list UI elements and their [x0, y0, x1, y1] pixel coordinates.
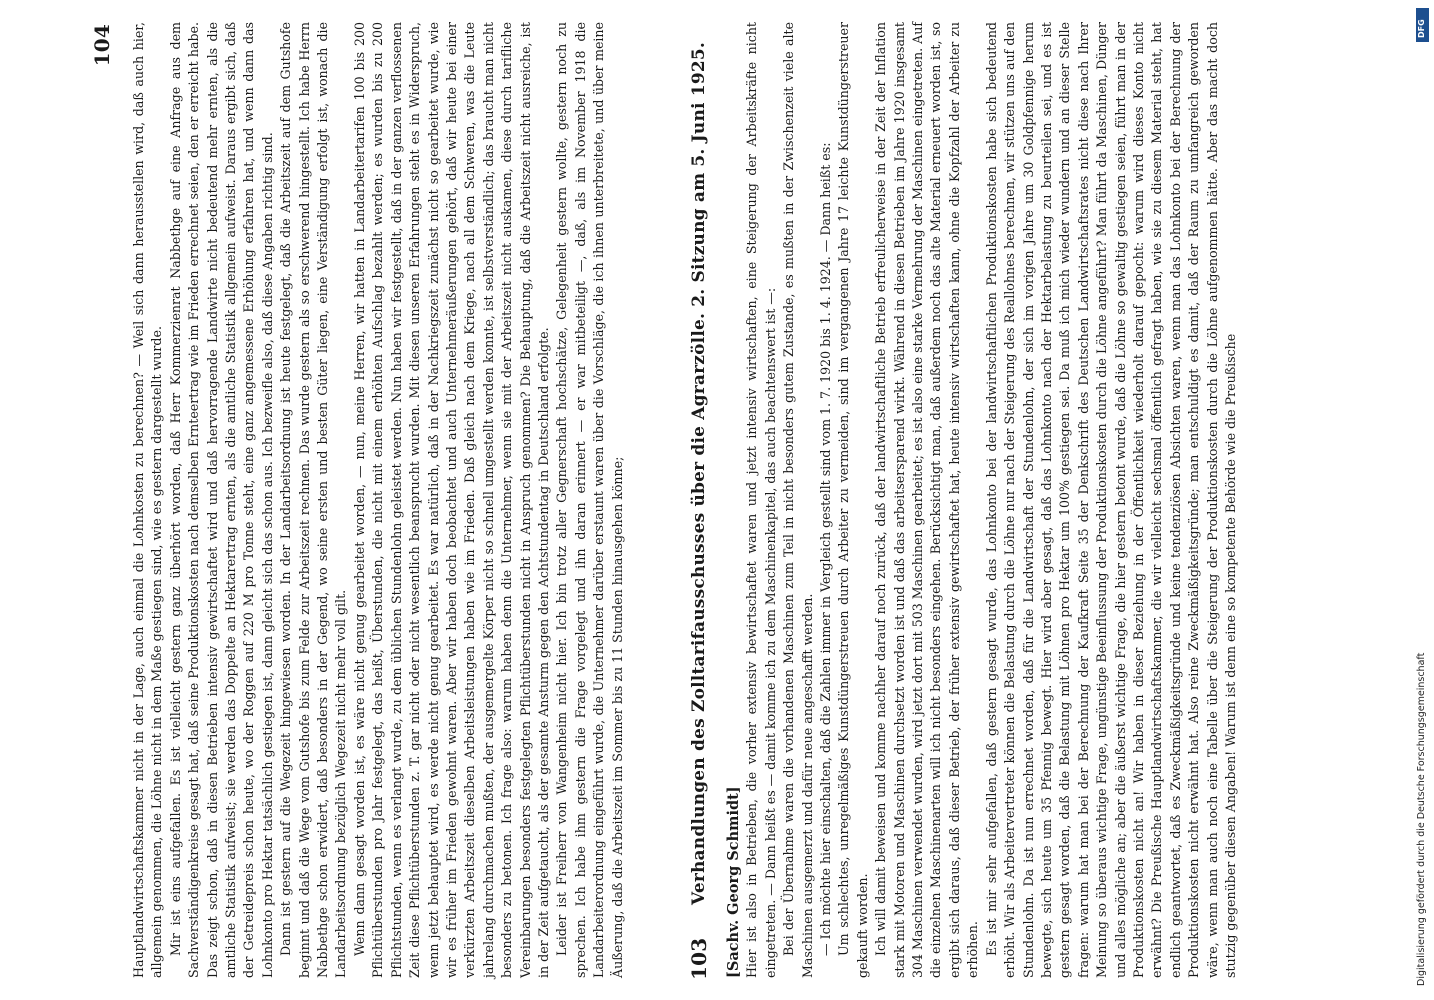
page-header [84, 0, 124, 1000]
dfg-logo-text: DFG [1417, 19, 1426, 38]
dfg-logo [1416, 8, 1429, 42]
paragraph: Hier ist also in Betrieben, die vorher extensiv bewirtschaftet waren und jetzt intensiv wirtschaften, eine Steigerung der Arbeitskräfte nicht eingetreten. — Dann heißt es — damit komme ich zu dem Maschinenkapitel, das auch beachtenswert ist —: [744, 22, 778, 978]
paragraph: Wenn dann gesagt worden ist, es wäre nicht genug gearbeitet worden, — nun, meine Herren, wir hatten in Landarbeitertarifen 100 bis 200 Pflichtüberstunden pro Jahr festgelegt, das heißt, Überstunden, die nicht mit einem erhöhten Aufschlag bezahlt werden; es wurden bis zu 200 Pflichtstunden, wenn es verlangt wurde, zu dem üblichen Stundenlohn geleistet werden. Nun haben wir festgestellt, daß in der ganzen verflossenen Zeit diese Pflichtüberstunden z. T. gar nicht oder nicht wesentlich beansprucht wurden. Mit diesen unseren Erfahrungen steht es in Widerspruch, wenn jetzt behauptet wird, es werde nicht genug gearbeitet. Es war natürlich, daß in der Nachkriegszeit zunächst nicht so gearbeitet wurde, wie wir es früher im Frieden gewohnt waren. Aber wir haben doch beobachtet und auch Unternehmeräußerungen gehört, daß wir heute bei einer verkürzten Arbeitszeit dieselben Arbeitsleistungen haben wie im Frieden. Daß gleich nach dem Kriege, nach all dem Schweren, was die Leute jahrelang durchmachen mußten, der ausgemergelte Körper nicht so schnell umgestellt werden konnte, ist selbstverständlich; das braucht man nicht besonders zu betonen. Ich frage also: warum haben denn die Unternehmer, wenn sie mit der Arbeitszeit nicht auskamen, diese durch tarifliche Vereinbarungen besonders festgelegten Pflichtüberstunden nicht in Anspruch genommen? Die Behauptung, daß die Arbeitszeit nicht ausreiche, ist in der Zeit aufgetaucht, als der gesamte Ansturm gegen den Achtstundentag in Deutschland erfolgte. [351, 22, 551, 978]
digitization-credit [1416, 46, 1428, 986]
speaker-label: [Sachv. Georg Schmidt] [725, 786, 742, 978]
paragraph: Dann ist gestern auf die Wegezeit hingewiesen worden. In der Landarbeitsordnung ist heute festgelegt, daß die Arbeitszeit auf dem Gutshofe beginnt und daß die Wege vom Gutshofe bis zum Felde zur Arbeitszeit rechnen. Das wurde gestern als so erschwerend hingestellt. Ich habe Herrn Nabbethge schon erwidert, daß besonders in der Gegend, wo seine ersten und besten Güter liegen, eine Verständigung erfolgt ist, wonach die Landarbeitsordnung bezüglich Wegezeit nicht mehr voll gilt. [278, 22, 349, 978]
paragraph: Um schlechtes, unregelmäßiges Kunstdüngerstreuen durch Arbeiter zu vermeiden, sind im vergangenen Jahre 17 leichte Kunstdüngerstreuer gekauft worden. [836, 22, 870, 978]
page-number: 103 [687, 937, 711, 980]
page-body [130, 22, 627, 978]
paragraph: Leider ist Freiherr von Wangenheim nicht hier. Ich bin trotz aller Gegnerschaft hochschätze, Gelegenheit gestern wollte, gestern noch zu sprechen. Ich habe ihm gestern die Frage vorgelegt und ihn daran erinnert — er war mitbeteiligt —, daß, als im November 1918 die Landarbeiterordnung eingeführt wurde, die Unternehmer darüber erstaunt waren über die Vorschläge, die ich ihnen unterbreitete, und über meine Äußerung, daß die Arbeitszeit im Sommer bis zu 11 Stunden hinausgehen könne; [554, 22, 625, 978]
paragraph: Hauptlandwirtschaftskammer nicht in der Lage, auch einmal die Lohnkosten zu berechnen? — Weil sich dann herausstellen wird, daß auch hier, allgemein genommen, die Löhne nicht in dem Maße gestiegen sind, wie es gestern dargestellt wurde. [131, 22, 165, 978]
paragraph: Es ist mir sehr aufgefallen, daß gestern gesagt wurde, das Lohnkonto bei der landwirtschaftlichen Produktionskosten habe sich bedeutend erhöht. Wir als Arbeitervertreter können die Belastung durch die Löhne nur nach der Steigerung des Reallohnes berechnen, wir stützen uns auf den Stundenlohn. Da ist nun errechnet worden, daß für die Landwirtschaft der Stundenlohn, der sich im vorigen Jahre um 30 Goldpfennige herum bewegte, sich heute um 35 Pfennig bewegt. Hier wird aber gesagt, daß das Lohnkonto nach der Hektarbelastung zu beurteilen sei, und es ist gestern gesagt worden, daß die Belastung mit Löhnen pro Hektar um 100% gestiegen sei. Da muß ich mich wieder wundern und an dieser Stelle fragen: warum hat man bei der Berechnung der Kaufkraft Seite 35 der Denkschrift des Deutschen Landwirtschaftsrates nicht diese nach Ihrer Meinung so überaus wichtige Frage, ungünstige Beeinflussung der Produktionskosten durch die Löhne angeführt? Man führt da Maschinen, Dünger und alles mögliche an; aber die äußerst wichtige Frage, die hier gestern betont wurde, daß die Löhne so gewaltig gestiegen seien, führt man in der Produktionskosten nicht an! Wir haben in dieser Beziehung in der Öffentlichkeit wiederholt darauf gepocht: warum wird dieses Konto nicht erwähnt? Die Preußische Hauptlandwirtschaftskammer, die wir vielleicht sechsmal öffentlich gefragt haben, wie sie zu diesem Material steht, hat endlich geantwortet, daß es Zweckmäßigkeitsgründe und keine tendenziösen Absichten waren, wenn man das Lohnkonto bei der Berechnung der Produktionskosten nicht erwähnt hat. Also reine Zweckmäßigkeitsgründe; man entschuldigt es damit, daß der Raum zu umfangreich geworden wäre, wenn man auch noch eine Tabelle über die Steigerung der Produktionskosten durch die Löhne aufgenommen hätte. Aber das macht doch stutzig gegenüber diesen Angaben! Warum ist denn eine so kompetente Behörde wie die Preußische [983, 22, 1238, 978]
page-body [725, 22, 1240, 978]
credit-text: Digitalisierung gefördert durch die Deutsche Forschungsgemeinschaft [1416, 652, 1427, 986]
page-number: 104 [90, 24, 114, 67]
paragraph: Ich will damit beweisen und komme nachher darauf noch zurück, daß der landwirtschaftliche Betrieb erfreulicherweise in der Zeit der Inflation stark mit Motoren und Maschinen durchsetzt worden ist und daß das arbeitsersparend wirkt. Während in diesen Betrieben im Jahre 1920 insgesamt 304 Maschinen verwendet wurden, wird jetzt dort mit 503 Maschinen gearbeitet; es ist also eine starke Vermehrung der Maschinen eingetreten. Auf die einzelnen Maschinenarten will ich nicht besonders eingehen. Berücksichtigt man, daß außerdem noch das alte Material erneuert worden ist, so ergibt sich daraus, daß dieser Betrieb, der früher extensiv gewirtschaftet hat, heute intensiv wirtschaften kann, ohne die Kopfzahl der Arbeiter zu erhöhen. [873, 22, 981, 978]
page-header [681, 0, 721, 1000]
page-104 [0, 0, 715, 1000]
paragraph: Mir ist eins aufgefallen. Es ist vielleicht gestern ganz überhört worden, daß Herr Kommerzienrat Nabbethge auf eine Anfrage aus dem Sachverständigenkreise gesagt hat, daß seine Produktionskosten nach demselben Ernteertrag wie im Frieden errechnet seien, den er erreicht habe. Das zeigt schon, daß in diesen Betrieben intensiv gewirtschaftet wird und daß hervorragende Landwirte nicht bedeutend mehr ernten, als die amtliche Statistik aufweist; sie werden das Doppelte an Hektarertrag ernten, als die amtliche Statistik allgemein aufweist. Daraus ergibt sich, daß der Getreidepreis schon heute, wo der Roggen auf 220 M pro Tonne steht, eine ganz angemessene Erhöhung erfahren hat, und wenn dann das Lohnkonto pro Hektar tatsächlich gestiegen ist, dann gleicht sich das schon aus. Ich bezweifle also, daß diese Angaben richtig sind. [167, 22, 275, 978]
running-header: Verhandlungen des Zolltarifausschusses über die Agrarzölle. 2. Sitzung am 5. Juni 1925. [689, 41, 709, 905]
paragraph: — Ich möchte hier einschalten, daß die Zahlen immer in Vergleich gestellt sind vom 1. 7. 1920 bis 1. 4. 1924. — Dann heißt es: [818, 142, 834, 956]
page-103 [687, 0, 1410, 1000]
paragraph: Bei der Übernahme waren die vorhandenen Maschinen zum Teil in nicht besonders gutem Zustande, es mußten in der Zwischenzeit viele alte Maschinen ausgemerzt und dafür neue angeschafft werden. [781, 22, 815, 978]
